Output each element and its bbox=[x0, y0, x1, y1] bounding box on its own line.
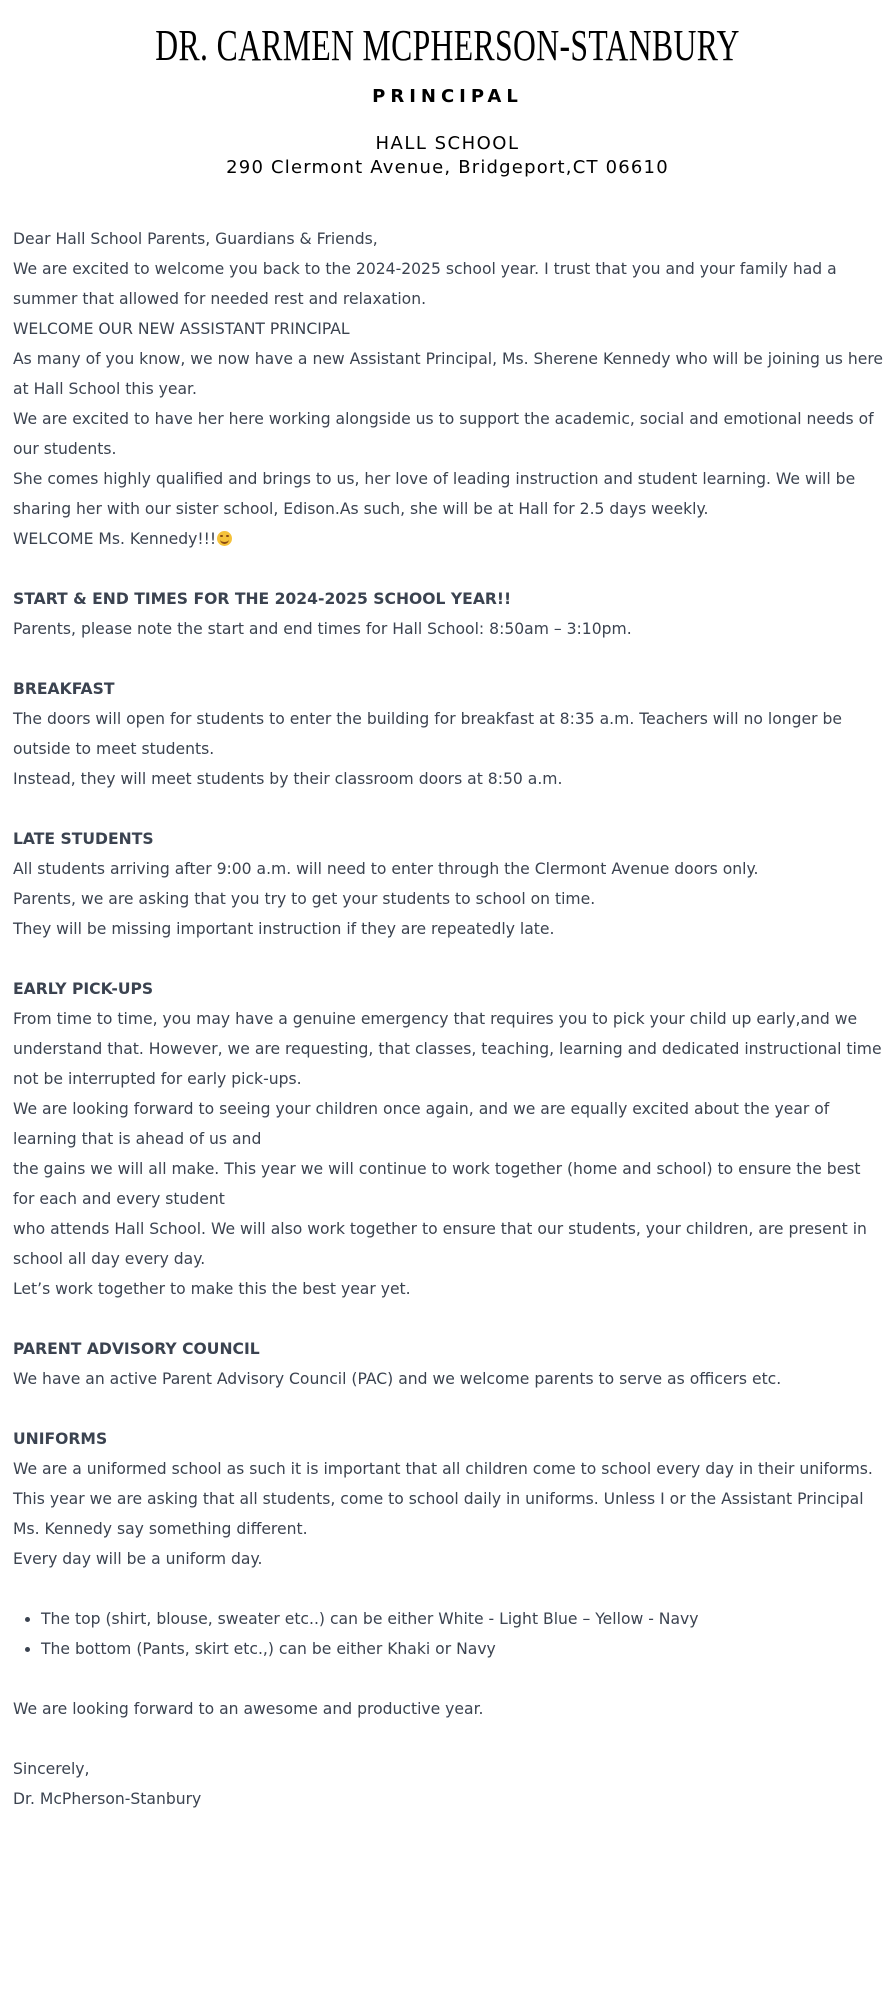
uniforms-paragraph: We are a uniformed school as such it is important that all children come to school every day in their uniforms. bbox=[13, 1460, 873, 1478]
signoff: Sincerely, bbox=[13, 1760, 90, 1778]
breakfast-paragraph: The doors will open for students to enter the building for breakfast at 8:35 a.m. Teachers will no longer be outside to meet students. bbox=[13, 710, 842, 758]
spacer bbox=[13, 1574, 883, 1604]
spacer bbox=[13, 794, 883, 824]
intro-paragraph: We are excited to welcome you back to the 2024-2025 school year. I trust that you and your family had a summer that allowed for needed rest and relaxation. bbox=[13, 260, 837, 308]
welcome-heading: WELCOME OUR NEW ASSISTANT PRINCIPAL bbox=[13, 320, 350, 338]
uniforms-paragraph: This year we are asking that all students, come to school daily in uniforms. Unless I or the Assistant Principal Ms. Kennedy say something different. bbox=[13, 1490, 864, 1538]
principal-name: DR. CARMEN MCPHERSON-STANBURY bbox=[155, 21, 740, 70]
letter-body bbox=[13, 224, 883, 1814]
greeting: Dear Hall School Parents, Guardians & Friends, bbox=[13, 230, 378, 248]
early-pickups-paragraph: From time to time, you may have a genuine emergency that requires you to pick your child up early,and we understand that. However, we are requesting, that classes, teaching, learning and dedicated instructional time not be interrupted for early pick-ups. bbox=[13, 1010, 882, 1088]
spacer bbox=[13, 554, 883, 584]
early-pickups-paragraph: Let’s work together to make this the best year yet. bbox=[13, 1280, 411, 1298]
breakfast-paragraph: Instead, they will meet students by their classroom doors at 8:50 a.m. bbox=[13, 770, 563, 788]
late-students-paragraph: Parents, we are asking that you try to get your students to school on time. bbox=[13, 890, 596, 908]
pac-paragraph: We have an active Parent Advisory Council (PAC) and we welcome parents to serve as officers etc. bbox=[13, 1370, 782, 1388]
signature: Dr. McPherson-Stanbury bbox=[13, 1790, 202, 1808]
breakfast-heading: BREAKFAST bbox=[13, 680, 115, 698]
closing-paragraph: We are looking forward to an awesome and productive year. bbox=[13, 1700, 484, 1718]
uniform-list bbox=[13, 1604, 883, 1664]
late-students-paragraph: All students arriving after 9:00 a.m. will need to enter through the Clermont Avenue doors only. bbox=[13, 860, 759, 878]
welcome-paragraph: As many of you know, we now have a new Assistant Principal, Ms. Sherene Kennedy who will be joining us here at Hall School this year. bbox=[13, 350, 883, 398]
welcome-kennedy-text: WELCOME Ms. Kennedy!!! bbox=[13, 530, 217, 548]
welcome-paragraph: She comes highly qualified and brings to us, her love of leading instruction and student learning. We will be sharing her with our sister school, Edison.As such, she will be at Hall for 2.5 days weekly. bbox=[13, 470, 856, 518]
uniforms-heading: UNIFORMS bbox=[13, 1430, 108, 1448]
spacer bbox=[13, 944, 883, 974]
times-paragraph: Parents, please note the start and end times for Hall School: 8:50am – 3:10pm. bbox=[13, 620, 632, 638]
principal-title: PRINCIPAL bbox=[372, 86, 523, 107]
times-heading: START & END TIMES FOR THE 2024-2025 SCHOOL YEAR!! bbox=[13, 590, 512, 608]
early-pickups-paragraph: who attends Hall School. We will also work together to ensure that our students, your children, are present in school all day every day. bbox=[13, 1220, 867, 1268]
early-pickups-paragraph: the gains we will all make. This year we will continue to work together (home and school) to ensure the best for each and every student bbox=[13, 1160, 861, 1208]
school-address: 290 Clermont Avenue, Bridgeport,CT 06610 bbox=[226, 157, 669, 178]
list-item: • The bottom (Pants, skirt etc.,) can be either Khaki or Navy bbox=[41, 1634, 883, 1664]
late-students-heading: LATE STUDENTS bbox=[13, 830, 154, 848]
uniforms-paragraph: Every day will be a uniform day. bbox=[13, 1550, 263, 1568]
early-pickups-heading: EARLY PICK-UPS bbox=[13, 980, 154, 998]
school-name: HALL SCHOOL bbox=[375, 133, 520, 154]
spacer bbox=[13, 1304, 883, 1334]
welcome-paragraph: We are excited to have her here working alongside us to support the academic, social and emotional needs of our students. bbox=[13, 410, 874, 458]
list-item: • The top (shirt, blouse, sweater etc..) can be either White - Light Blue – Yellow - Navy bbox=[41, 1604, 883, 1634]
late-students-paragraph: They will be missing important instruction if they are repeatedly late. bbox=[13, 920, 555, 938]
pac-heading: PARENT ADVISORY COUNCIL bbox=[13, 1340, 260, 1358]
spacer bbox=[13, 1394, 883, 1424]
smiling-face-icon bbox=[217, 531, 232, 546]
spacer bbox=[13, 1664, 883, 1694]
welcome-kennedy-line bbox=[13, 524, 883, 554]
spacer bbox=[13, 1724, 883, 1754]
spacer bbox=[13, 644, 883, 674]
early-pickups-paragraph: We are looking forward to seeing your children once again, and we are equally excited about the year of learning that is ahead of us and bbox=[13, 1100, 830, 1148]
